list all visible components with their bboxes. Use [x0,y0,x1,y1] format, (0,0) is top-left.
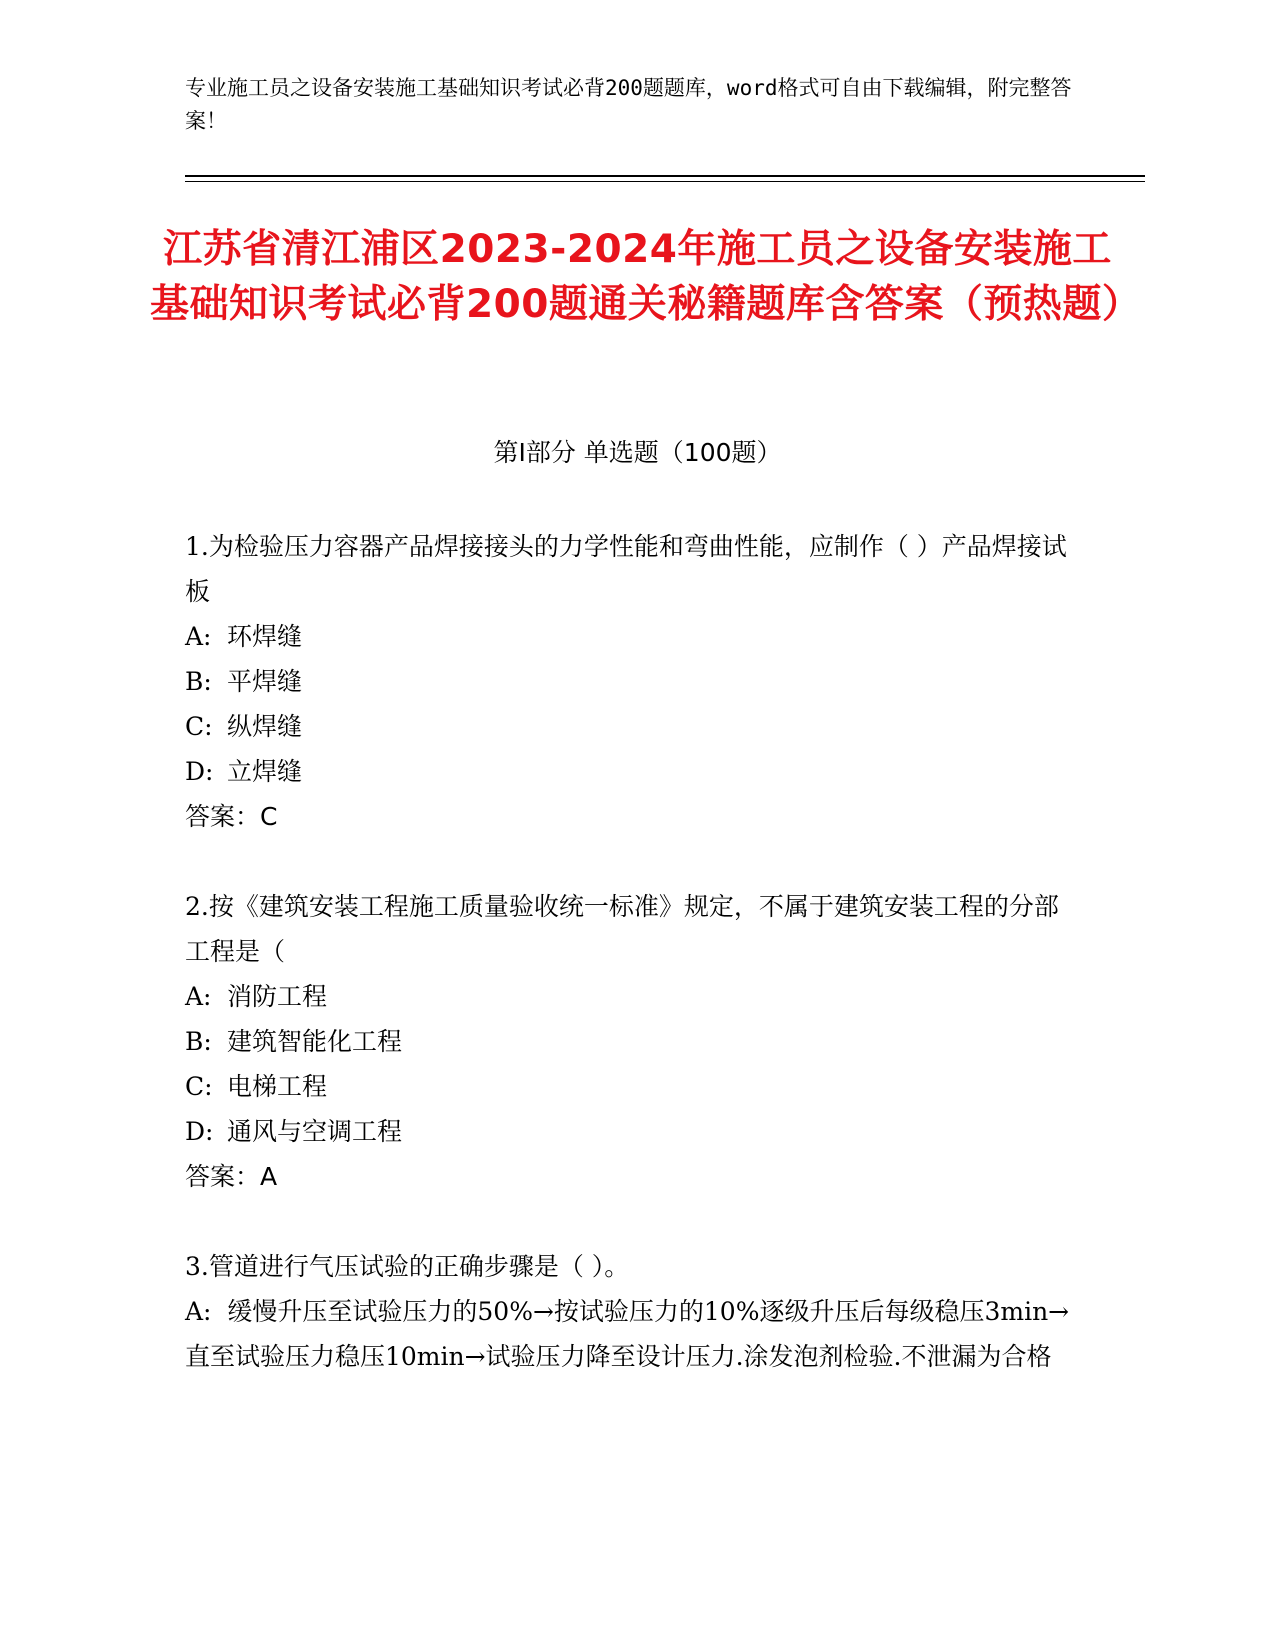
question-1 [185,524,1075,839]
option-b [185,1019,1075,1064]
option-b [185,659,1075,704]
header-note: 专业施工员之设备安装施工基础知识考试必背200题题库，word格式可自由下载编辑，附完整答案！ [185,76,1072,133]
section-heading: 第Ⅰ部分 单选题（100题） [493,438,782,467]
option-c [185,704,1075,749]
header-divider-thick [185,175,1145,177]
option-a [185,1289,1075,1379]
option-key: A: [185,1297,212,1326]
answer-line: 答案：A [185,1162,278,1191]
option-key: A: [185,622,212,651]
option-key: C: [185,1072,213,1101]
option-key: B: [185,667,212,696]
option-a [185,614,1075,659]
question-spacer [185,1199,1075,1244]
question-stem: 3.管道进行气压试验的正确步骤是（ ）。 [185,1252,630,1281]
option-key: B: [185,1027,212,1056]
option-text: 纵焊缝 [227,712,303,741]
option-a [185,974,1075,1019]
option-text: 通风与空调工程 [227,1117,403,1146]
option-text: 环焊缝 [227,622,303,651]
option-key: A: [185,982,212,1011]
option-c [185,1064,1075,1109]
option-text: 立焊缝 [227,757,303,786]
option-text: 平焊缝 [227,667,303,696]
question-stem: 2.按《建筑安装工程施工质量验收统一标准》规定，不属于建筑安装工程的分部工程是（ [185,892,1059,966]
option-d [185,749,1075,794]
option-key: C: [185,712,213,741]
question-stem: 1.为检验压力容器产品焊接接头的力学性能和弯曲性能，应制作（ ）产品焊接试板 [185,532,1067,606]
option-d [185,1109,1075,1154]
question-2 [185,884,1075,1199]
question-spacer [185,839,1075,884]
answer-line: 答案：C [185,802,278,831]
option-text: 建筑智能化工程 [227,1027,403,1056]
question-3 [185,1244,1075,1379]
option-key: D: [185,757,214,786]
option-text: 消防工程 [227,982,328,1011]
option-spacer [211,1297,227,1326]
option-text: 电梯工程 [227,1072,328,1101]
option-text: 缓慢升压至试验压力的50%→按试验压力的10%逐级升压后每级稳压3min→直至试验压力稳压10min→试验压力降至设计压力.涂发泡剂检验.不泄漏为合格 [185,1297,1070,1371]
question-list [185,524,1075,1379]
header-divider-thin [185,181,1145,182]
document-title: 江苏省清江浦区2023-2024年施工员之设备安装施工基础知识考试必背200题通关秘籍题库含答案（预热题） [150,227,1142,327]
option-key: D: [185,1117,214,1146]
